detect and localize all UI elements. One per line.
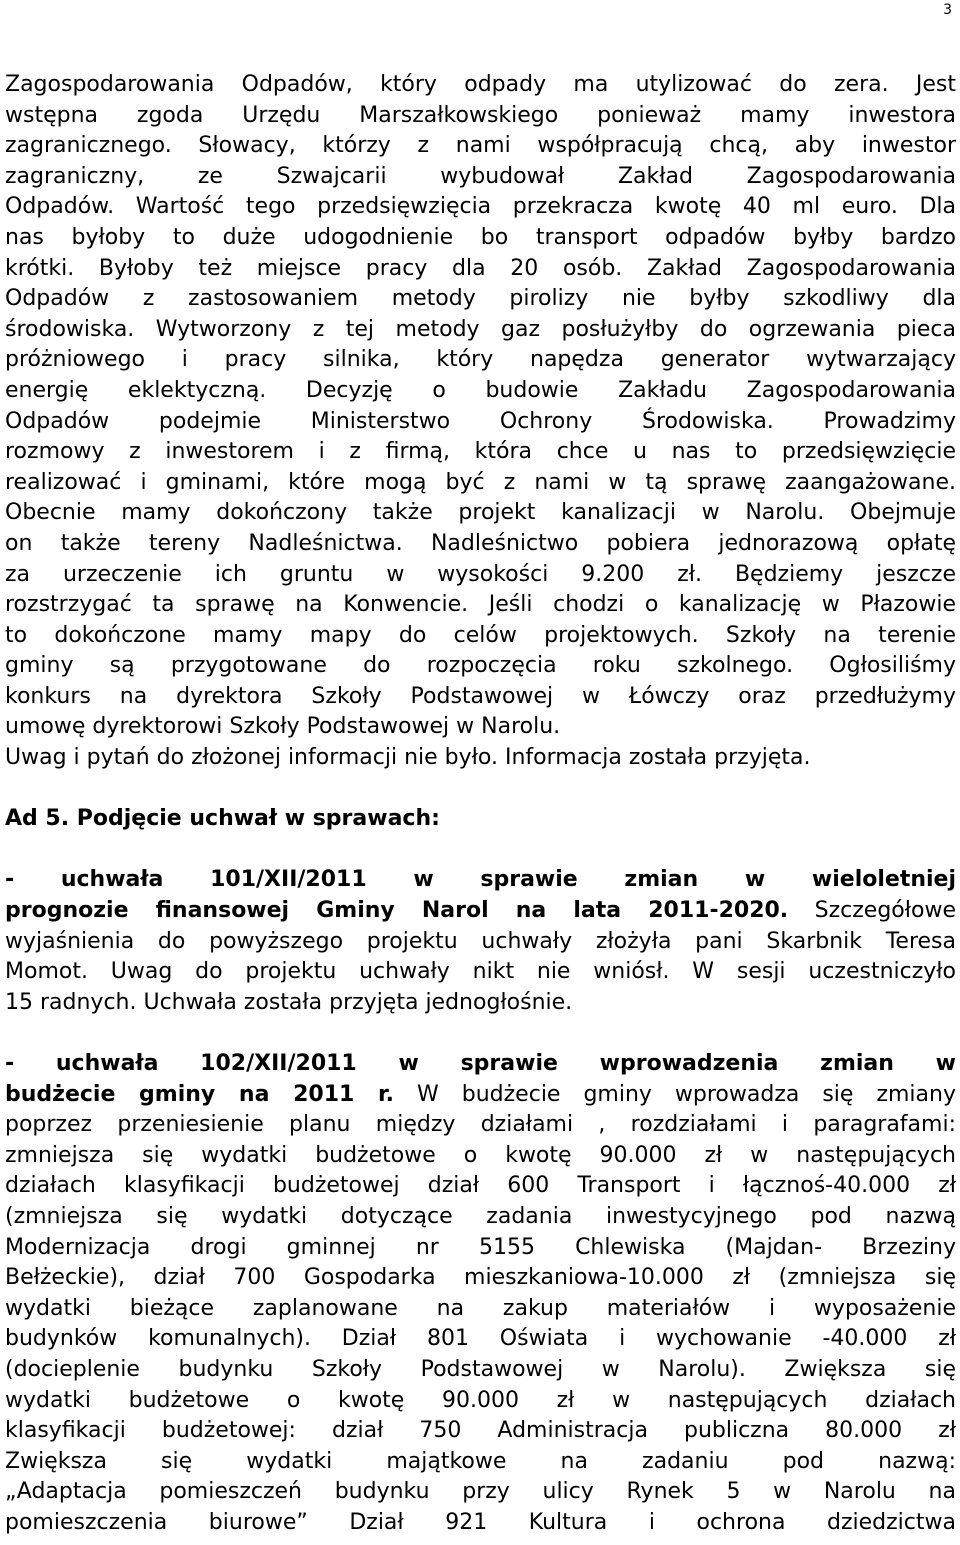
text-line: działach klasyfikacji budżetowej dział 600 Transport i łącznoś-40.000 zł (5, 1173, 956, 1199)
text-line: umowę dyrektorowi Szkoły Podstawowej w Narolu. (5, 714, 561, 740)
text-segment: W budżecie gminy wprowadza się zmiany (394, 1081, 956, 1107)
resolution-101 (5, 865, 956, 1018)
page-number: 3 (943, 2, 952, 18)
resolution-title: - uchwała 101/XII/2011 w sprawie zmian w wieloletniej (5, 867, 956, 893)
resolution-title: - uchwała 102/XII/2011 w sprawie wprowadzenia zmian w (5, 1051, 956, 1076)
text-line: energię eklektyczną. Decyzję o budowie Zakładu Zagospodarowania (5, 377, 956, 403)
text-line: poprzez przeniesienie planu między działami , rozdziałami i paragrafami: (5, 1112, 956, 1138)
text-line: Zwiększa się wydatki majątkowe na zadaniu pod nazwą: (5, 1448, 956, 1474)
text-line: zmniejsza się wydatki budżetowe o kwotę 90.000 zł w następujących (5, 1142, 956, 1168)
text-line: Bełżeckie), dział 700 Gospodarka mieszkaniowa-10.000 zł (zmniejsza się (5, 1265, 956, 1291)
section-heading: Ad 5. Podjęcie uchwał w sprawach: (5, 806, 440, 832)
text-line: Obecnie mamy dokończony także projekt kanalizacji w Narolu. Obejmuje (5, 500, 956, 526)
text-line: klasyfikacji budżetowej: dział 750 Administracja publiczna 80.000 zł (5, 1418, 956, 1444)
text-line: gminy są przygotowane do rozpoczęcia roku szkolnego. Ogłosiliśmy (5, 653, 956, 679)
text-line: wydatki bieżące zaplanowane na zakup materiałów i wyposażenie (5, 1295, 956, 1321)
text-line: Momot. Uwag do projektu uchwały nikt nie wniósł. W sesji uczestniczyło (5, 959, 956, 985)
text-line: wyjaśnienia do powyższego projektu uchwały złożyła pani Skarbnik Teresa (5, 928, 956, 954)
paragraph-report (5, 70, 956, 774)
document-body (5, 70, 956, 1539)
text-line: pomieszczenia biurowe” Dział 921 Kultura i ochrona dziedzictwa (5, 1509, 956, 1535)
text-line: próżniowego i pracy silnika, który napędza generator wytwarzający (5, 347, 956, 373)
text-line: to dokończone mamy mapy do celów projektowych. Szkoły na terenie (5, 622, 956, 648)
text-line: budynków komunalnych). Dział 801 Oświata i wychowanie -40.000 zł (5, 1326, 956, 1352)
text-line: środowiska. Wytworzony z tej metody gaz posłużyłby do ogrzewania pieca (5, 316, 956, 342)
text-line: Odpadów z zastosowaniem metody pirolizy nie byłby szkodliwy dla (5, 286, 956, 312)
text-line: Odpadów. Wartość tego przedsięwzięcia przekracza kwotę 40 ml euro. Dla (5, 194, 956, 220)
text-line: wstępna zgoda Urzędu Marszałkowskiego ponieważ mamy inwestora (5, 102, 956, 128)
text-line: „Adaptacja pomieszczeń budynku przy ulicy Rynek 5 w Narolu na (5, 1479, 956, 1505)
text-line: Uwag i pytań do złożonej informacji nie było. Informacja została przyjęta. (5, 745, 811, 771)
spacer (5, 774, 956, 805)
text-line: Odpadów podejmie Ministerstwo Ochrony Środowiska. Prowadzimy (5, 408, 956, 434)
text-line (5, 1080, 956, 1111)
text-line (5, 896, 956, 927)
text-line: rozstrzygać ta sprawę na Konwencie. Jeśli chodzi o kanalizację w Płazowie (5, 592, 956, 618)
spacer (5, 1018, 956, 1049)
text-line: za urzeczenie ich gruntu w wysokości 9.200 zł. Będziemy jeszcze (5, 561, 956, 587)
text-line: Modernizacja drogi gminnej nr 5155 Chlewiska (Majdan- Brzeziny (5, 1234, 956, 1260)
text-segment: Szczegółowe (788, 898, 956, 924)
text-line: rozmowy z inwestorem i z firmą, która chce u nas to przedsięwzięcie (5, 439, 956, 465)
resolution-title-cont: prognozie finansowej Gminy Narol na lata 2011-2020. (5, 898, 789, 924)
text-line: on także tereny Nadleśnictwa. Nadleśnictwo pobiera jednorazową opłatę (5, 530, 956, 556)
text-line: wydatki budżetowe o kwotę 90.000 zł w następujących działach (5, 1387, 956, 1413)
text-line: zagranicznego. Słowacy, którzy z nami współpracują chcą, aby inwestor (5, 133, 956, 159)
resolution-title-cont: budżecie gminy na 2011 r. (5, 1081, 395, 1107)
text-line: realizować i gminami, które mogą być z nami w tą sprawę zaangażowane. (5, 469, 956, 495)
text-line: zagraniczny, ze Szwajcarii wybudował Zakład Zagospodarowania (5, 163, 956, 189)
text-line: konkurs na dyrektora Szkoły Podstawowej w Łówczy oraz przedłużymy (5, 683, 956, 709)
text-line: (docieplenie budynku Szkoły Podstawowej w Narolu). Zwiększa się (5, 1356, 956, 1382)
text-line: (zmniejsza się wydatki dotyczące zadania inwestycyjnego pod nazwą (5, 1203, 956, 1229)
resolution-102 (5, 1049, 956, 1539)
spacer (5, 835, 956, 866)
text-line: 15 radnych. Uchwała została przyjęta jednogłośnie. (5, 989, 573, 1015)
text-line: krótki. Byłoby też miejsce pracy dla 20 osób. Zakład Zagospodarowania (5, 255, 956, 281)
text-line: nas byłoby to duże udogodnienie bo transport odpadów byłby bardzo (5, 224, 956, 250)
text-line: Zagospodarowania Odpadów, który odpady ma utylizować do zera. Jest (5, 72, 956, 97)
